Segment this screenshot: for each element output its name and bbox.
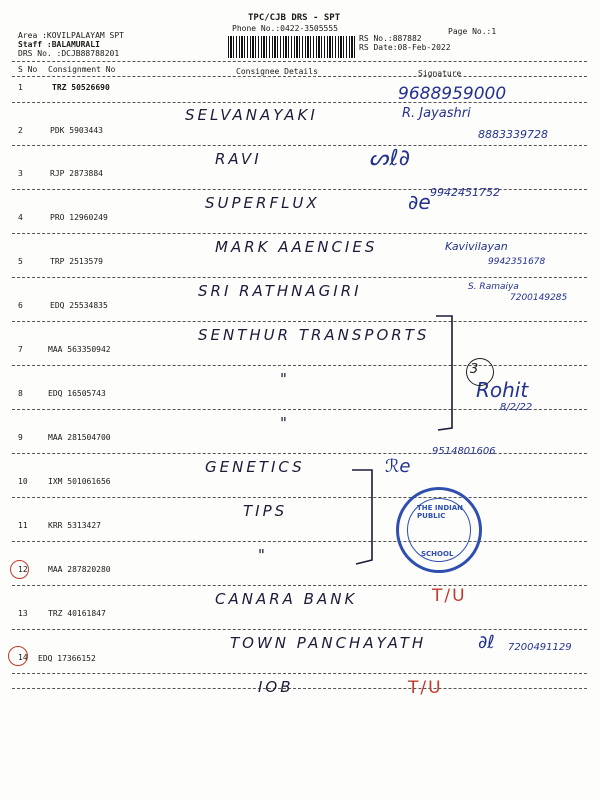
row-consignment: MAA 287820280 <box>48 565 111 574</box>
consignee-name: SENTHUR TRANSPORTS <box>198 326 430 344</box>
row-consignment: MAA 563350942 <box>48 345 111 354</box>
row-consignment: EDQ 16505743 <box>48 389 106 398</box>
col-signature: Signature <box>418 69 462 78</box>
row-consignment: TRZ 50526690 <box>52 83 110 92</box>
signature-phone: 8883339728 <box>478 128 548 141</box>
rs-date: RS Date:08-Feb-2022 <box>359 43 451 52</box>
signature-phone: 9688959000 <box>398 84 507 104</box>
consignee-name: SELVANAYAKI <box>185 106 318 124</box>
consignee-name: TOWN PANCHAYATH <box>230 634 427 652</box>
row-sno: 11 <box>18 521 28 530</box>
row-sno: 9 <box>18 433 23 442</box>
signature-mark: ∂ℓ <box>478 632 495 653</box>
page-number: Page No.:1 <box>448 27 497 36</box>
ditto-mark: " <box>258 546 268 564</box>
staff: Staff :BALAMURALI <box>18 40 100 49</box>
row-consignment: RJP 2873884 <box>50 169 103 178</box>
row-consignment: PRO 12960249 <box>50 213 108 222</box>
consignee-name: SUPERFLUX <box>205 194 320 212</box>
bracket-rows-6-8 <box>436 316 452 430</box>
phone-number: Phone No.:0422-3505555 <box>232 24 338 33</box>
rs-number: RS No.:887882 <box>359 34 422 43</box>
signature-mark: ∂e <box>408 190 431 214</box>
signature-date: 8/2/22 <box>500 402 533 413</box>
ditto-mark: " <box>280 414 290 432</box>
row-consignment: TRP 2513579 <box>50 257 103 266</box>
signature-mark: ℛe <box>385 456 411 477</box>
row-sno: 7 <box>18 345 23 354</box>
area: Area :KOVILPALAYAM SPT <box>18 31 124 40</box>
row-consignment: KRR 5313427 <box>48 521 101 530</box>
signature-name: R. Jayashri <box>402 106 471 121</box>
consignee-name: IOB <box>258 678 294 696</box>
consignee-name: GENETICS <box>205 458 305 476</box>
row-sno: 6 <box>18 301 23 310</box>
row-consignment: PDK 5903443 <box>50 126 103 135</box>
signature-phone: 9942451752 <box>430 186 500 199</box>
row-consignment: TRZ 40161847 <box>48 609 106 618</box>
col-consignee: Consignee Details <box>236 67 318 76</box>
count-circle <box>466 358 494 386</box>
row-sno: 5 <box>18 257 23 266</box>
signature-phone: 9514801606 <box>432 446 496 457</box>
tu-mark: T/U <box>432 586 467 606</box>
row-sno: 4 <box>18 213 23 222</box>
consignee-name: MARK AAENCIES <box>215 238 378 256</box>
consignee-name: SRI RATHNAGIRI <box>198 282 362 300</box>
row-sno: 12 <box>18 565 28 574</box>
sheet-title: TPC/CJB DRS - SPT <box>248 13 341 23</box>
signature-phone: 7200149285 <box>510 293 568 303</box>
ditto-mark: " <box>280 370 290 388</box>
signature-name: S. Ramaiya <box>468 282 519 292</box>
row-consignment: MAA 281504700 <box>48 433 111 442</box>
col-consignment: Consignment No <box>48 65 116 74</box>
school-stamp <box>396 487 482 573</box>
stamp-text: SCHOOL <box>421 550 454 558</box>
row-consignment: IXM 501061656 <box>48 477 111 486</box>
consignee-name: TIPS <box>243 502 288 520</box>
stamp-text: THE INDIAN PUBLIC <box>417 504 464 520</box>
drs-number: DRS No. :DCJB88788201 <box>18 49 120 58</box>
row-sno: 13 <box>18 609 28 618</box>
row-sno: 2 <box>18 126 23 135</box>
consignee-name: CANARA BANK <box>215 590 358 608</box>
bracket-rows-10-12 <box>352 470 372 564</box>
signature-phone: 7200491129 <box>508 642 572 653</box>
signature-mark: ᔕℓ∂ <box>370 146 411 171</box>
row-sno: 14 <box>18 653 28 662</box>
signature-phone: 9942351678 <box>488 257 546 267</box>
consignee-name: RAVI <box>215 150 262 168</box>
row-sno: 8 <box>18 389 23 398</box>
row-sno: 3 <box>18 169 23 178</box>
row-consignment: EDQ 25534835 <box>50 301 108 310</box>
row-sno: 10 <box>18 477 28 486</box>
parcel-count: 3 <box>470 362 479 377</box>
row-consignment: EDQ 17366152 <box>38 654 96 663</box>
tu-mark: T/U <box>408 678 443 698</box>
signature-name: Kavivilayan <box>445 240 508 253</box>
signature-mark: Rohit <box>476 378 529 402</box>
col-sno: S No <box>18 65 38 74</box>
row-sno: 1 <box>18 83 23 92</box>
